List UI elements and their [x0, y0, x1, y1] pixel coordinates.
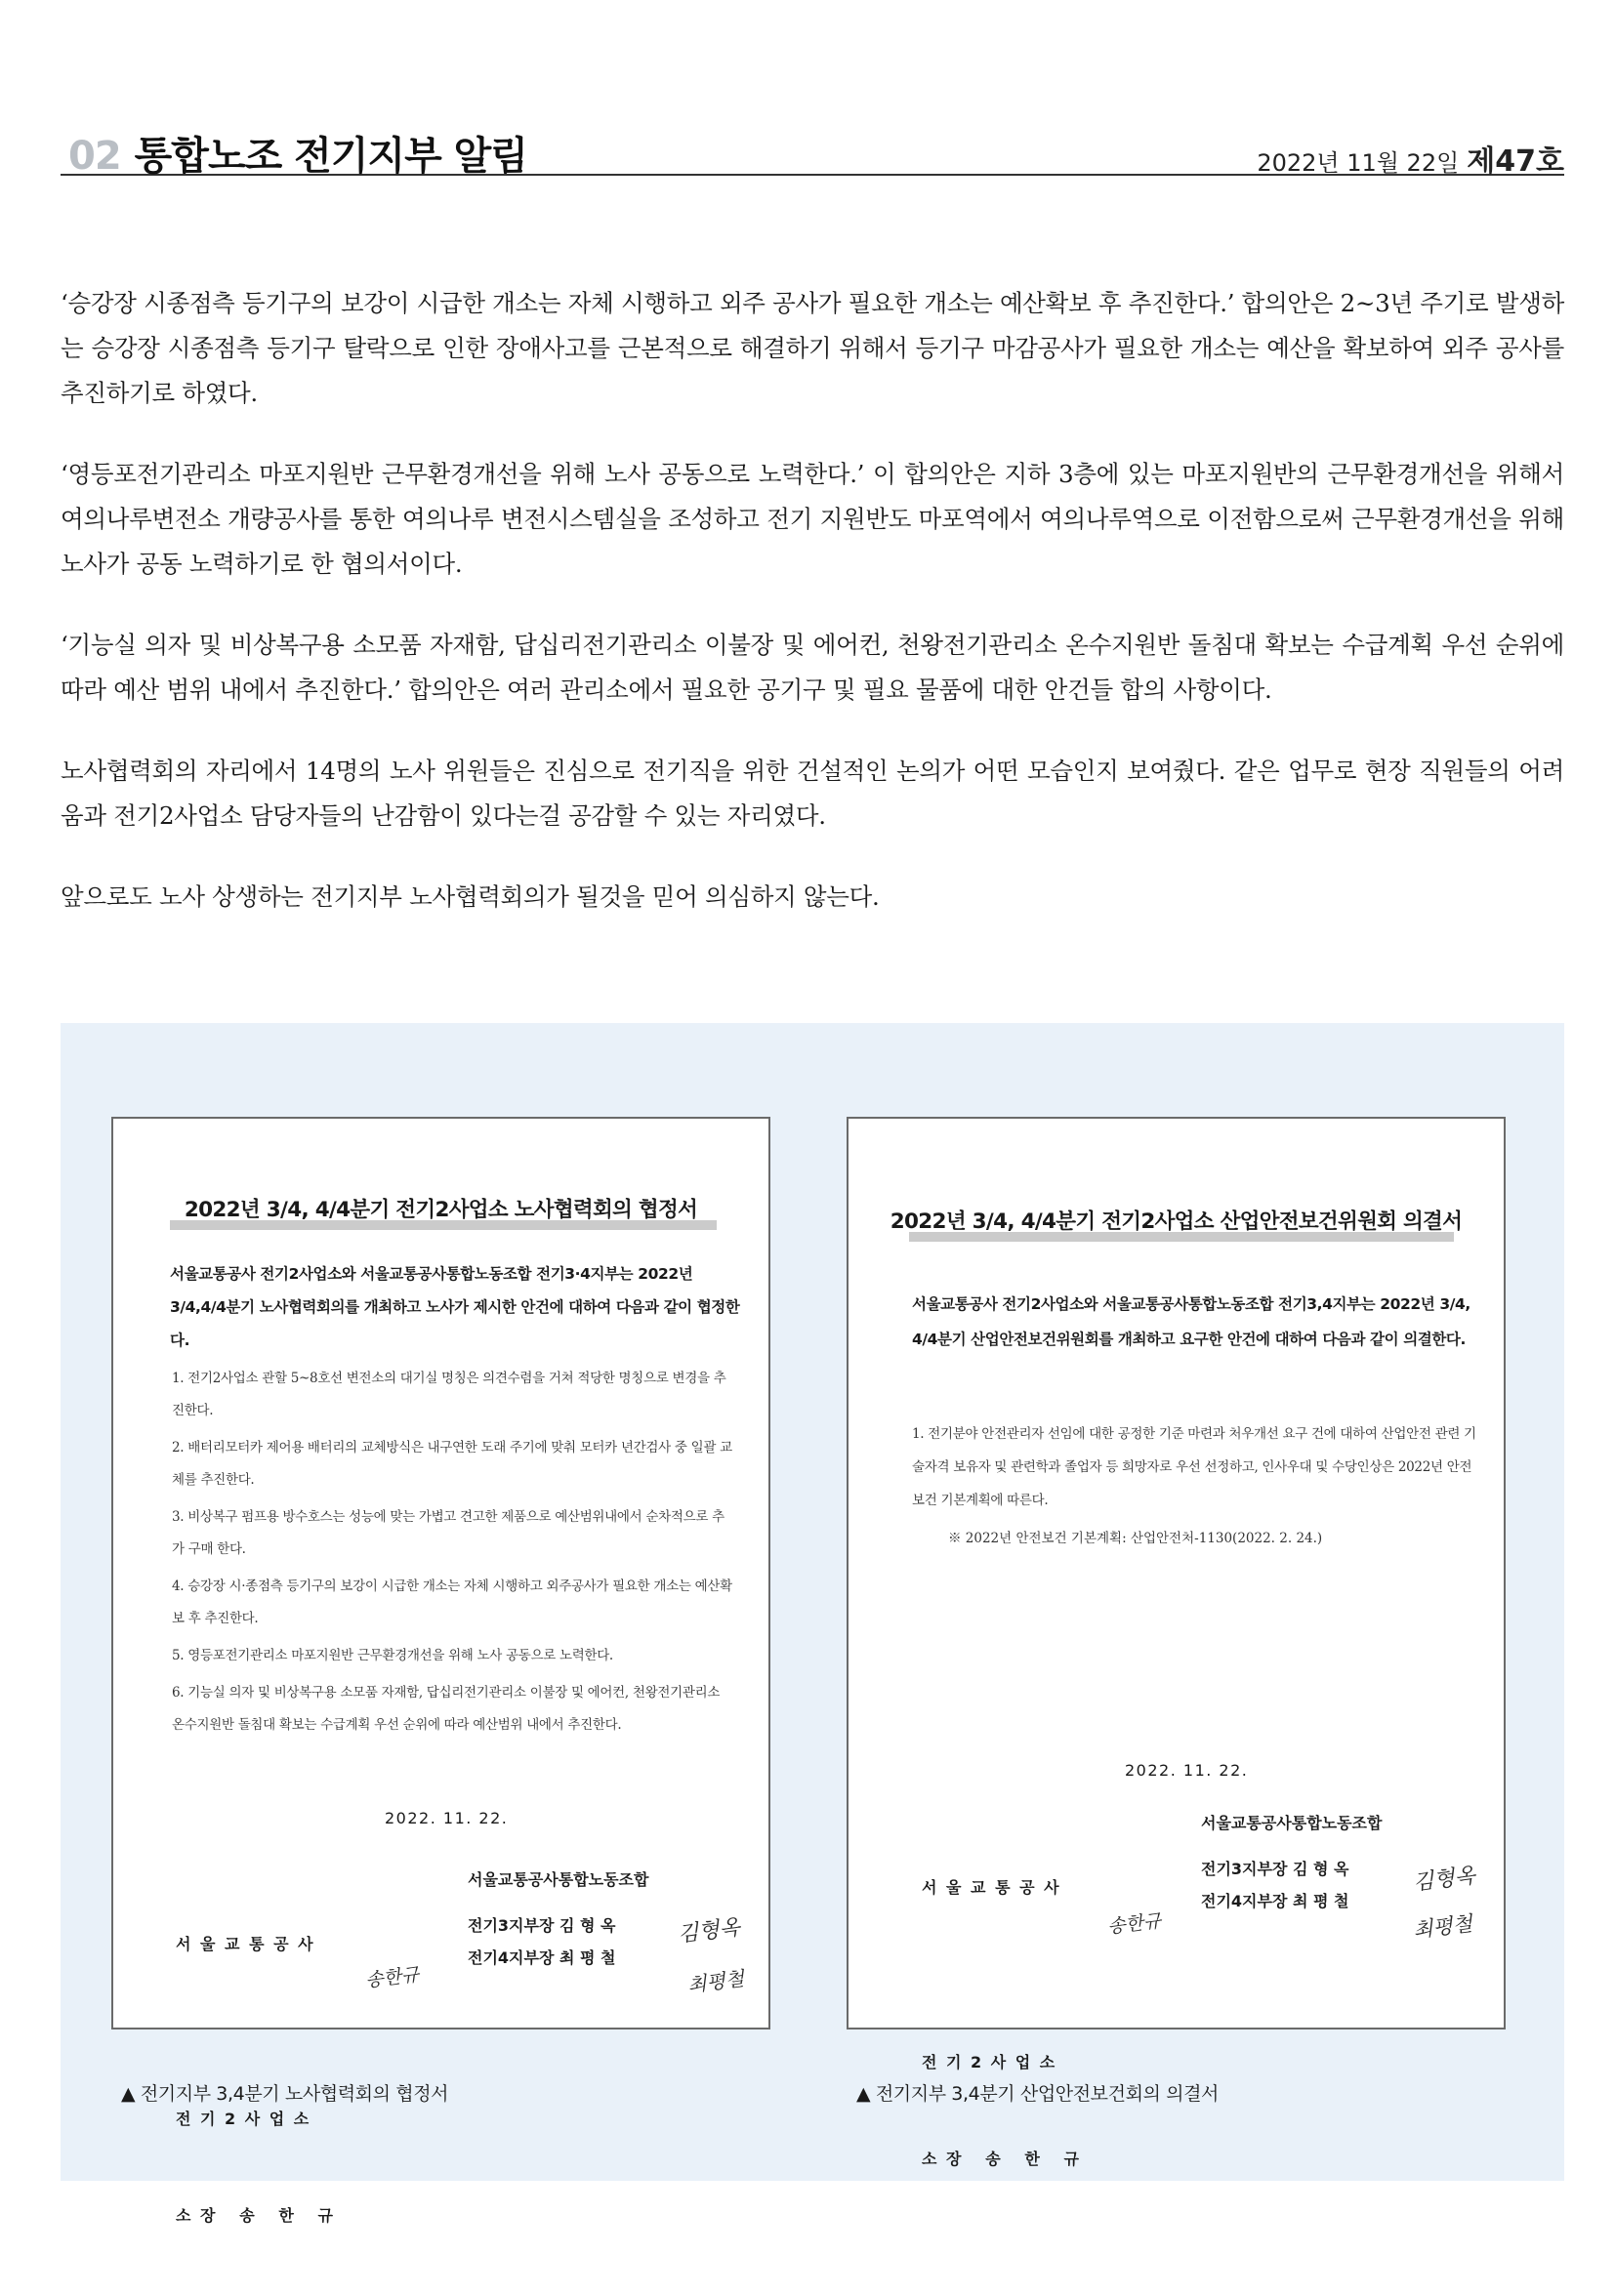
- document-date: 2022. 11. 22.: [1125, 1761, 1249, 1780]
- issue-info: [1257, 137, 1564, 180]
- handwritten-signature: 송한규: [364, 1963, 421, 1992]
- section-number: 02: [68, 134, 121, 179]
- issue-number: 제47호: [1467, 144, 1564, 179]
- union-signatory-block: [1201, 1807, 1382, 1917]
- agreement-item: 2. 배터리모터카 제어용 배터리의 교체방식은 내구연한 도래 주기에 맞춰 모터카 년간검사 중 일괄 교체를 추진한다.: [172, 1440, 732, 1488]
- handwritten-signature: 최평철: [685, 1966, 746, 1997]
- company-name: 서 울 교 통 공 사: [176, 1935, 315, 1953]
- paragraph: ‘기능실 의자 및 비상복구용 소모품 자재함, 답십리전기관리소 이불장 및 에어컨, 천왕전기관리소 온수지원반 돌침대 확보는 수급계획 우선 순위에 따라 예산 범위 내에서 추진한다.’ 합의안은 여러 관리소에서 필요한 공기구 및 필요 물품에 대한 안건들 합의 사항이다.: [61, 631, 1564, 704]
- union-name: 서울교통공사통합노동조합: [468, 1870, 649, 1889]
- branch-rep-4: 전기4지부장 최 평 철: [1201, 1892, 1349, 1910]
- figure-caption: ▲ 전기지부 3,4분기 노사협력회의 협정서: [121, 2083, 449, 2105]
- branch-rep-4: 전기4지부장 최 평 철: [468, 1948, 616, 1967]
- paragraph: ‘승강장 시종점측 등기구의 보강이 시급한 개소는 자체 시행하고 외주 공사가 필요한 개소는 예산확보 후 추진한다.’ 합의안은 2~3년 주기로 발생하는 승강장 시종점측 등기구 탈락으로 인한 장애사고를 근본적으로 해결하기 위해서 등기구 마감공사가 필요한 개소는 예산을 확보하여 외주 공사를 추진하기로 하였다.: [61, 289, 1564, 407]
- branch-rep-3: 전기3지부장 김 형 옥: [1201, 1860, 1349, 1878]
- document-intro: 서울교통공사 전기2사업소와 서울교통공사통합노동조합 전기3·4지부는 2022년 3/4,4/4분기 노사협력회의를 개최하고 노사가 제시한 안건에 대하여 다음과 같이 협정한다.: [170, 1265, 740, 1349]
- company-signatory-block: [922, 1807, 1081, 2239]
- agreement-item: 3. 비상복구 펌프용 방수호스는 성능에 맞는 가볍고 견고한 제품으로 예산범위내에서 순차적으로 추가 구매 한다.: [172, 1509, 725, 1557]
- resolution-items: [912, 1417, 1483, 1522]
- resolution-item: 1. 전기분야 안전관리자 선임에 대한 공정한 기준 마련과 처우개선 요구 건에 대하여 산업안전 관련 기술자격 보유자 및 관련학과 졸업자 등 희망자로 우선 선정하고, 인사우대 및 수당인상은 2022년 안전보건 기본계획에 따른다.: [912, 1426, 1476, 1508]
- document-note: ※ 2022년 안전보건 기본계획: 산업안전처-1130(2022. 2. 24.): [948, 1531, 1323, 1546]
- agreement-item: 5. 영등포전기관리소 마포지원반 근무환경개선을 위해 노사 공동으로 노력한다.: [172, 1648, 613, 1663]
- handwritten-signature: 송한규: [1106, 1909, 1163, 1939]
- document-figure-box: [61, 1023, 1564, 2225]
- document-title: 2022년 3/4, 4/4분기 전기2사업소 노사협력회의 협정서: [184, 1198, 698, 1222]
- director-name: 소 장 송 한 규: [176, 2206, 335, 2225]
- agreement-items: [172, 1363, 733, 1746]
- branch-rep-3: 전기3지부장 김 형 옥: [468, 1916, 616, 1935]
- director-name: 소 장 송 한 규: [922, 2150, 1081, 2168]
- section-heading: [68, 125, 527, 181]
- agreement-item: 6. 기능실 의자 및 비상복구용 소모품 자재함, 답십리전기관리소 이불장 및 에어컨, 천왕전기관리소 온수지원반 돌침대 확보는 수급계획 우선 순위에 따라 예산범위 내에서 추진한다.: [172, 1685, 721, 1733]
- section-title: 통합노조 전기지부 알림: [134, 134, 527, 179]
- agreement-item: 1. 전기2사업소 관할 5~8호선 변전소의 대기실 명칭은 의견수렴을 거쳐 적당한 명칭으로 변경을 추진한다.: [172, 1371, 726, 1418]
- page-header: [61, 123, 1564, 179]
- document-intro: 서울교통공사 전기2사업소와 서울교통공사통합노동조합 전기3,4지부는 2022년 3/4, 4/4분기 산업안전보건위원회를 개최하고 요구한 안건에 대하여 다음과 같이 의결한다.: [912, 1295, 1470, 1348]
- handwritten-signature: 김형옥: [676, 1915, 742, 1948]
- handwritten-signature: 김형옥: [1411, 1864, 1477, 1896]
- document-title: 2022년 3/4, 4/4분기 전기2사업소 산업안전보건위원회 의결서: [890, 1210, 1463, 1234]
- paragraph: 앞으로도 노사 상생하는 전기지부 노사협력회의가 될것을 믿어 의심하지 않는다.: [61, 882, 880, 911]
- department-name: 전 기 2 사 업 소: [922, 2053, 1057, 2071]
- union-signatory-block: [468, 1864, 648, 1974]
- figure-caption: ▲ 전기지부 3,4분기 산업안전보건회의 의결서: [856, 2083, 1220, 2105]
- agreement-item: 4. 승강장 시·종점측 등기구의 보강이 시급한 개소는 자체 시행하고 외주공사가 필요한 개소는 예산확보 후 추진한다.: [172, 1578, 732, 1626]
- paragraph: ‘영등포전기관리소 마포지원반 근무환경개선을 위해 노사 공동으로 노력한다.’ 이 합의안은 지하 3층에 있는 마포지원반의 근무환경개선을 위해서 여의나루변전소 개량공사를 통한 여의나루 변전시스템실을 조성하고 전기 지원반도 마포역에서 여의나루역으로 이전함으로써 근무환경개선을 위해 노사가 공동 노력하기로 한 협의서이다.: [61, 460, 1564, 578]
- company-name: 서 울 교 통 공 사: [922, 1878, 1061, 1897]
- department-name: 전 기 2 사 업 소: [176, 2110, 311, 2128]
- article-body: [61, 281, 1564, 956]
- paragraph: 노사협력회의 자리에서 14명의 노사 위원들은 진심으로 전기직을 위한 건설적인 논의가 어떤 모습인지 보여줬다. 같은 업무로 현장 직원들의 어려움과 전기2사업소 담당자들의 난감함이 있다는걸 공감할 수 있는 자리였다.: [61, 757, 1564, 830]
- issue-date: 2022년 11월 22일: [1257, 149, 1460, 177]
- document-date: 2022. 11. 22.: [385, 1809, 509, 1827]
- union-name: 서울교통공사통합노동조합: [1201, 1814, 1383, 1832]
- handwritten-signature: 최평철: [1411, 1911, 1474, 1943]
